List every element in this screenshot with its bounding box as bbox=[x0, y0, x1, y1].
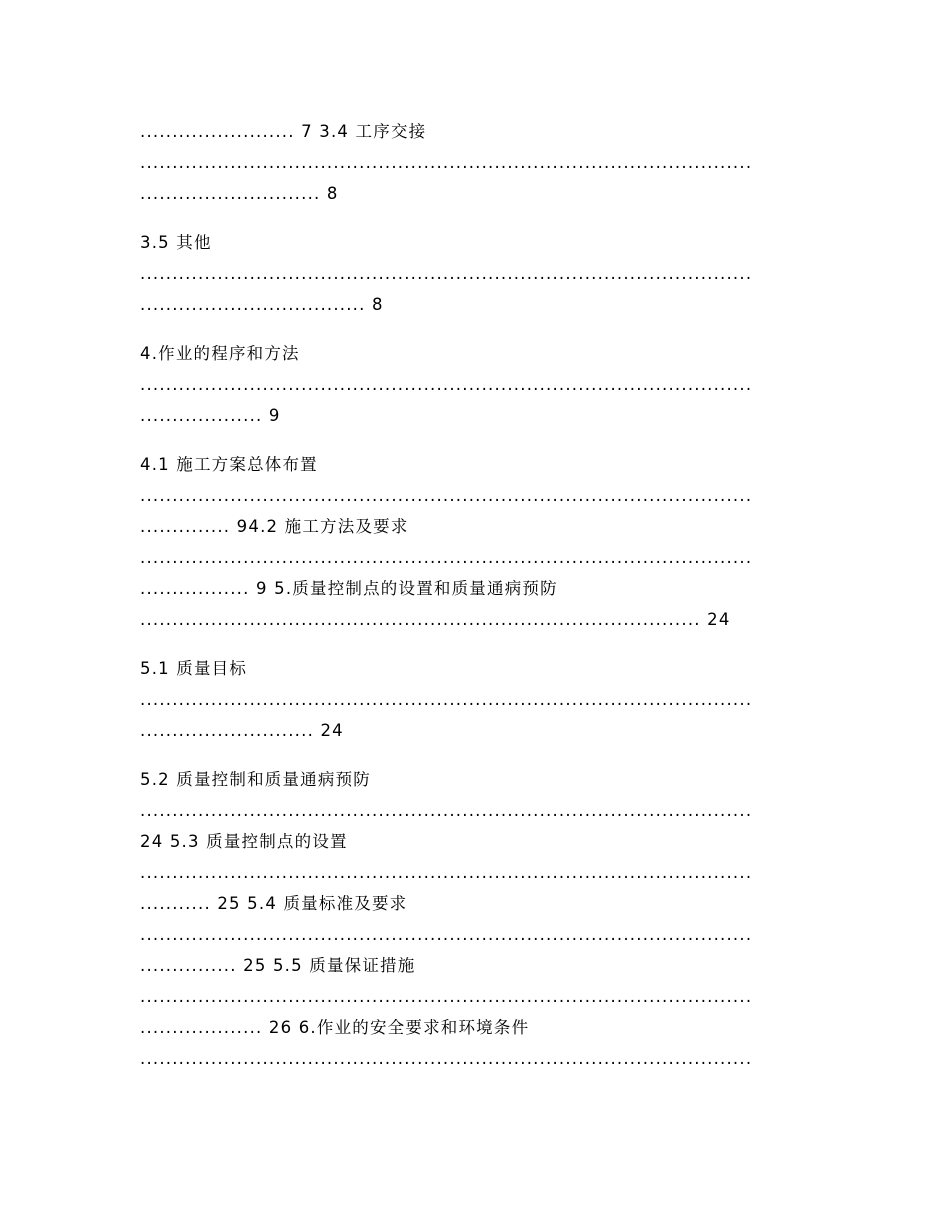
toc-leader: ............................................................................................... bbox=[140, 264, 753, 283]
toc-line: 3.5 其他 bbox=[140, 233, 212, 252]
toc-line: ................... 26 6.作业的安全要求和环境条件 bbox=[140, 1018, 530, 1037]
toc-line: 5.1 质量目标 bbox=[140, 659, 248, 678]
toc-line: ............... 25 5.5 质量保证措施 bbox=[140, 956, 416, 975]
toc-line: ................. 9 5.质量控制点的设置和质量通病预防 bbox=[140, 579, 558, 598]
toc-line: ........................... 24 bbox=[140, 721, 344, 740]
toc-line: ................................... 8 bbox=[140, 295, 384, 314]
toc-line: ........................ 7 3.4 工序交接 bbox=[140, 122, 427, 141]
toc-leader: ............................................................................................... bbox=[140, 1049, 753, 1068]
toc-line: 5.2 质量控制和质量通病预防 bbox=[140, 770, 371, 789]
toc-line: 4.作业的程序和方法 bbox=[140, 344, 300, 363]
toc-leader: ............................................................................................... bbox=[140, 987, 753, 1006]
toc-line: .............. 94.2 施工方法及要求 bbox=[140, 517, 409, 536]
toc-leader: ............................................................................................... bbox=[140, 863, 753, 882]
toc-leader: ............................................................................................... bbox=[140, 925, 753, 944]
toc-leader: ............................................................................................... bbox=[140, 690, 753, 709]
toc-line: ....................................................................................... 24 bbox=[140, 610, 731, 629]
toc-line: ............................ 8 bbox=[140, 184, 339, 203]
toc-leader: ............................................................................................... bbox=[140, 375, 753, 394]
toc-leader: ............................................................................................... bbox=[140, 153, 753, 172]
table-of-contents bbox=[140, 116, 805, 1074]
toc-line: ................... 9 bbox=[140, 406, 281, 425]
toc-line: 24 5.3 质量控制点的设置 bbox=[140, 832, 348, 851]
toc-leader: ............................................................................................... bbox=[140, 801, 753, 820]
toc-leader: ............................................................................................... bbox=[140, 486, 753, 505]
toc-leader: ............................................................................................... bbox=[140, 548, 753, 567]
toc-line: 4.1 施工方案总体布置 bbox=[140, 455, 318, 474]
toc-line: ........... 25 5.4 质量标准及要求 bbox=[140, 894, 408, 913]
